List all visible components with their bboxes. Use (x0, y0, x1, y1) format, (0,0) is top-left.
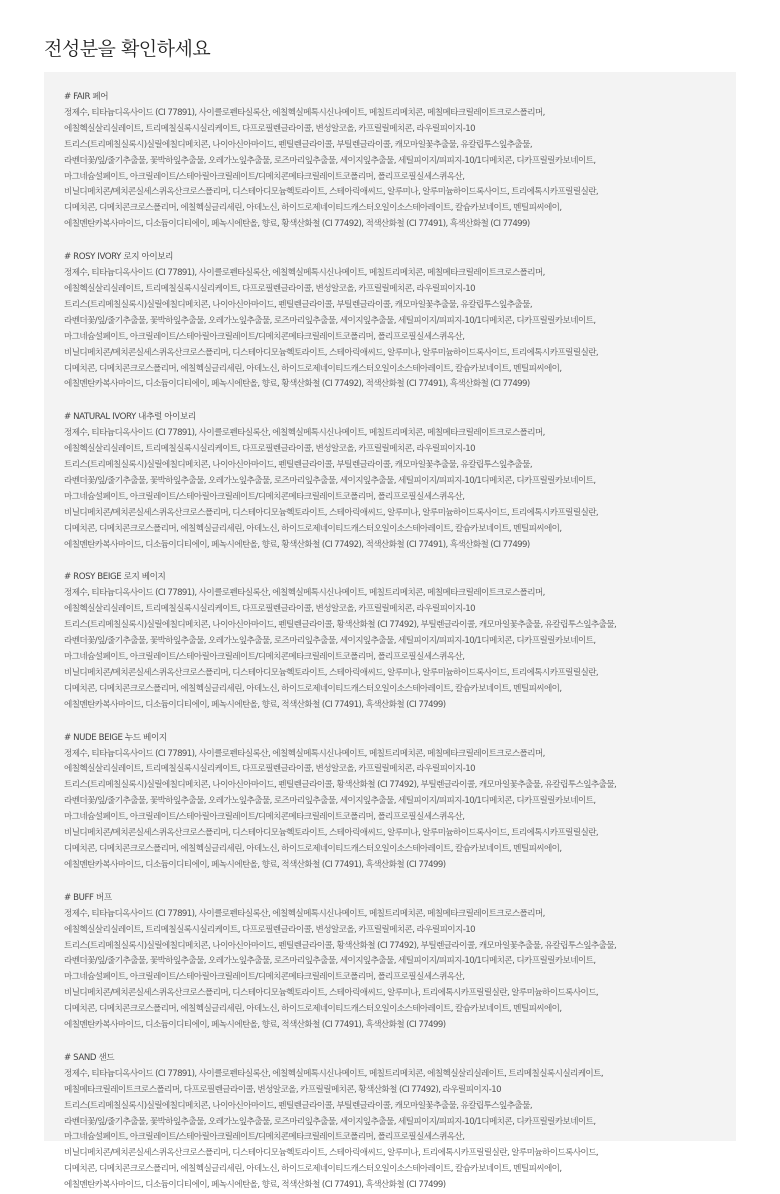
ingredient-line: 라벤더꽃/잎/줄기추출물, 꽃박하잎추출물, 오레가노잎추출물, 로즈마리잎추출물, 세이지잎추출물, 세틸피이지/피피지-10/1디메치콘, 디카프릴릴카보네이트, (64, 155, 596, 166)
ingredient-line: 에칠멘탄카복사마이드, 디소듐이디티에이, 페녹시에탄올, 향료, 적색산화철 (CI 77491), 흑색산화철 (CI 77499) (64, 859, 446, 870)
ingredient-line: 정제수, 티타늄디옥사이드 (CI 77891), 사이클로펜타실록산, 에칠헥실메톡시신나메이트, 메칠트리메치콘, 메칠메타크릴레이트크로스폴리머, (64, 268, 545, 279)
shade-heading: # ROSY BEIGE 로지 베이지 (64, 572, 166, 583)
ingredient-line: 비닐디메치콘/메치콘실세스퀴옥산크로스폴리머, 디스테아디모늄헥토라이트, 스테아릭애씨드, 알루미나, 알루미늄하이드록사이드, 트리에톡시카프릴릴실란, (64, 667, 599, 678)
ingredient-line: 비닐디메치콘/메치콘실세스퀴옥산크로스폴리머, 디스테아디모늄헥토라이트, 스테아릭애씨드, 알루미나, 트리에톡시카프릴릴실란, 알루미늄하이드록사이드, (64, 988, 599, 999)
ingredient-line: 라벤더꽃/잎/줄기추출물, 꽃박하잎추출물, 오레가노잎추출물, 로즈마리잎추출물, 세이지잎추출물, 세틸피이지/피피지-10/1디메치콘, 디카프릴릴카보네이트, (64, 636, 596, 647)
ingredient-line: 트리스(트리메칠실록시)실릴에칠디메치콘, 나이아신아마이드, 펜틸렌글라이콜, 황색산화철 (CI 77492), 부틸렌글라이콜, 캐모마일꽃추출물, 유칼립투스잎추출물, (64, 620, 617, 631)
ingredient-section (64, 250, 726, 393)
ingredient-line: 라벤더꽃/잎/줄기추출물, 꽃박하잎추출물, 오레가노잎추출물, 로즈마리잎추출물, 세이지잎추출물, 세틸피이지/피피지-10/1디메치콘, 디카프릴릴카보네이트, (64, 956, 596, 967)
ingredient-line: 디메치콘, 디메치콘크로스폴리머, 에칠헥실글리세린, 아데노신, 하이드로제네이티드캐스터오일이소스테아레이트, 칼슘카보네이트, 멘틸피씨에이, (64, 1164, 562, 1175)
ingredient-line: 디메치콘, 디메치콘크로스폴리머, 에칠헥실글리세린, 아데노신, 하이드로제네이티드캐스터오일이소스테아레이트, 칼슘카보네이트, 멘틸피씨에이, (64, 683, 562, 694)
ingredient-line: 정제수, 티타늄디옥사이드 (CI 77891), 사이클로펜타실록산, 에칠헥실메톡시신나메이트, 메칠트리메치콘, 메칠메타크릴레이트크로스폴리머, (64, 748, 545, 759)
ingredient-line: 트리스(트리메칠실록시)실릴에칠디메치콘, 나이아신아마이드, 펜틸렌글라이콜, 부틸렌글라이콜, 캐모마일꽃추출물, 유칼립투스잎추출물, (64, 139, 532, 150)
ingredient-section (64, 731, 726, 874)
ingredient-line: 라벤더꽃/잎/줄기추출물, 꽃박하잎추출물, 오레가노잎추출물, 로즈마리잎추출물, 세이지잎추출물, 세틸피이지/피피지-10/1디메치콘, 디카프릴릴카보네이트, (64, 315, 596, 326)
ingredient-line: 디메치콘, 디메치콘크로스폴리머, 에칠헥실글리세린, 아데노신, 하이드로제네이티드캐스터오일이소스테아레이트, 칼슘카보네이트, 멘틸피씨에이, (64, 203, 562, 214)
ingredient-line: 마그네슘설페이트, 아크릴레이트/스테아릴아크릴레이트/디메치콘메타크릴레이트코폴리머, 폴리프로필실세스퀴옥산, (64, 652, 465, 662)
ingredient-line: 에칠헥실살리실레이트, 트리메칠실록시실리케이트, 다프로필렌글라이콜, 변성알코올, 카프릴릴메치콘, 라우릴피이지-10 (64, 764, 475, 775)
ingredient-line: 에칠멘탄카복사마이드, 디소듐이디티에이, 페녹시에탄올, 향료, 적색산화철 (CI 77491), 흑색산화철 (CI 77499) (64, 1180, 446, 1191)
shade-heading: # BUFF 버프 (64, 892, 112, 903)
ingredient-line: 정제수, 티타늄디옥사이드 (CI 77891), 사이클로펜타실록산, 에칠헥실메톡시신나메이트, 메칠트리메치콘, 메칠메타크릴레이트크로스폴리머, (64, 428, 545, 439)
ingredient-line: 마그네슘설페이트, 아크릴레이트/스테아릴아크릴레이트/디메치콘메타크릴레이트코폴리머, 폴리프로필실세스퀴옥산, (64, 491, 465, 502)
ingredient-line: 트리스(트리메칠실록시)실릴에칠디메치콘, 나이아신아마이드, 펜틸렌글라이콜, 황색산화철 (CI 77492), 부틸렌글라이콜, 캐모마일꽃추출물, 유칼립투스잎추출물, (64, 940, 617, 951)
ingredient-section (64, 410, 726, 553)
ingredient-section (64, 570, 726, 713)
ingredient-section (64, 1051, 726, 1194)
shade-heading: # NATURAL IVORY 내추럴 아이보리 (64, 412, 196, 423)
ingredient-line: 에칠헥실살리실레이트, 트리메칠실록시실리케이트, 다프로필렌글라이콜, 변성알코올, 카프릴릴메치콘, 라우릴피이지-10 (64, 283, 475, 294)
ingredient-line: 메칠메타크릴레이트크로스폴리머, 다프로필렌글라이콜, 변성알코올, 카프릴릴메치콘, 황색산화철 (CI 77492), 라우릴피이지-10 (64, 1084, 501, 1095)
ingredient-line: 비닐디메치콘/메치콘실세스퀴옥산크로스폴리머, 디스테아디모늄헥토라이트, 스테아릭애씨드, 알루미나, 트리에톡시카프릴릴실란, 알루미늄하이드록사이드, (64, 1148, 599, 1159)
ingredients-panel (44, 72, 736, 1191)
ingredient-line: 비닐디메치콘/메치콘실세스퀴옥산크로스폴리머, 디스테아디모늄헥토라이트, 스테아릭애씨드, 알루미나, 알루미늄하이드록사이드, 트리에톡시카프릴릴실란, (64, 187, 599, 198)
ingredient-line: 트리스(트리메칠실록시)실릴에칠디메치콘, 나이아신아마이드, 펜틸렌글라이콜, 부틸렌글라이콜, 캐모마일꽃추출물, 유칼립투스잎추출물, (64, 460, 532, 471)
ingredient-line: 비닐디메치콘/메치콘실세스퀴옥산크로스폴리머, 디스테아디모늄헥토라이트, 스테아릭애씨드, 알루미나, 알루미늄하이드록사이드, 트리에톡시카프릴릴실란, (64, 507, 599, 518)
ingredient-line: 마그네슘설페이트, 아크릴레이트/스테아릴아크릴레이트/디메치콘메타크릴레이트코폴리머, 폴리프로필실세스퀴옥산, (64, 1132, 465, 1143)
ingredient-line: 디메치콘, 디메치콘크로스폴리머, 에칠헥실글리세린, 아데노신, 하이드로제네이티드캐스터오일이소스테아레이트, 칼슘카보네이트, 멘틸피씨에이, (64, 363, 562, 374)
shade-heading: # NUDE BEIGE 누드 베이지 (64, 732, 167, 743)
ingredient-line: 에칠멘탄카복사마이드, 디소듐이디티에이, 페녹시에탄올, 향료, 황색산화철 (CI 77492), 적색산화철 (CI 77491), 흑색산화철 (CI 77499) (64, 379, 530, 390)
ingredient-line: 트리스(트리메칠실록시)실릴에칠디메치콘, 나이아신아마이드, 펜틸렌글라이콜, 부틸렌글라이콜, 캐모마일꽃추출물, 유칼립투스잎추출물, (64, 1100, 532, 1111)
ingredient-line: 에칠멘탄카복사마이드, 디소듐이디티에이, 페녹시에탄올, 향료, 황색산화철 (CI 77492), 적색산화철 (CI 77491), 흑색산화철 (CI 77499) (64, 539, 530, 550)
ingredient-line: 비닐디메치콘/메치콘실세스퀴옥산크로스폴리머, 디스테아디모늄헥토라이트, 스테아릭애씨드, 알루미나, 알루미늄하이드록사이드, 트리에톡시카프릴릴실란, (64, 347, 599, 358)
ingredient-line: 라벤더꽃/잎/줄기추출물, 꽃박하잎추출물, 오레가노잎추출물, 로즈마리잎추출물, 세이지잎추출물, 세틸피이지/피피지-10/1디메치콘, 디카프릴릴카보네이트, (64, 796, 596, 807)
ingredient-line: 디메치콘, 디메치콘크로스폴리머, 에칠헥실글리세린, 아데노신, 하이드로제네이티드캐스터오일이소스테아레이트, 칼슘카보네이트, 멘틸피씨에이, (64, 1004, 562, 1015)
ingredient-line: 트리스(트리메칠실록시)실릴에칠디메치콘, 나이아신아마이드, 펜틸렌글라이콜, 부틸렌글라이콜, 캐모마일꽃추출물, 유칼립투스잎추출물, (64, 299, 532, 310)
ingredient-line: 에칠멘탄카복사마이드, 디소듐이디티에이, 페녹시에탄올, 향료, 황색산화철 (CI 77492), 적색산화철 (CI 77491), 흑색산화철 (CI 77499) (64, 219, 530, 230)
ingredient-line: 디메치콘, 디메치콘크로스폴리머, 에칠헥실글리세린, 아데노신, 하이드로제네이티드캐스터오일이소스테아레이트, 칼슘카보네이트, 멘틸피씨에이, (64, 843, 562, 854)
ingredient-line: 마그네슘설페이트, 아크릴레이트/스테아릴아크릴레이트/디메치콘메타크릴레이트코폴리머, 폴리프로필실세스퀴옥산, (64, 972, 465, 983)
ingredient-line: 에칠헥실살리실레이트, 트리메칠실록시실리케이트, 다프로필렌글라이콜, 변성알코올, 카프릴릴메치콘, 라우릴피이지-10 (64, 123, 475, 134)
ingredient-line: 비닐디메치콘/메치콘실세스퀴옥산크로스폴리머, 디스테아디모늄헥토라이트, 스테아릭애씨드, 알루미나, 알루미늄하이드록사이드, 트리에톡시카프릴릴실란, (64, 828, 599, 839)
ingredient-line: 정제수, 티타늄디옥사이드 (CI 77891), 사이클로펜타실록산, 에칠헥실메톡시신나메이트, 메칠트리메치콘, 에칠헥실살리실레이트, 트리메칠실록시실리케이트, (64, 1068, 603, 1079)
ingredient-line: 에칠멘탄카복사마이드, 디소듐이디티에이, 페녹시에탄올, 향료, 적색산화철 (CI 77491), 흑색산화철 (CI 77499) (64, 1020, 446, 1031)
shade-heading: # FAIR 페어 (64, 92, 109, 102)
ingredient-line: 라벤더꽃/잎/줄기추출물, 꽃박하잎추출물, 오레가노잎추출물, 로즈마리잎추출물, 세이지잎추출물, 세틸피이지/피피지-10/1디메치콘, 디카프릴릴카보네이트, (64, 1116, 596, 1127)
ingredient-section (64, 90, 726, 233)
ingredient-line: 에칠헥실살리실레이트, 트리메칠실록시실리케이트, 다프로필렌글라이콜, 변성알코올, 카프릴릴메치콘, 라우릴피이지-10 (64, 924, 475, 935)
ingredient-line: 라벤더꽃/잎/줄기추출물, 꽃박하잎추출물, 오레가노잎추출물, 로즈마리잎추출물, 세이지잎추출물, 세틸피이지/피피지-10/1디메치콘, 디카프릴릴카보네이트, (64, 475, 596, 486)
ingredient-line: 정제수, 티타늄디옥사이드 (CI 77891), 사이클로펜타실록산, 에칠헥실메톡시신나메이트, 메칠트리메치콘, 메칠메타크릴레이트크로스폴리머, (64, 107, 545, 118)
ingredient-line: 디메치콘, 디메치콘크로스폴리머, 에칠헥실글리세린, 아데노신, 하이드로제네이티드캐스터오일이소스테아레이트, 칼슘카보네이트, 멘틸피씨에이, (64, 523, 562, 534)
ingredient-line: 정제수, 티타늄디옥사이드 (CI 77891), 사이클로펜타실록산, 에칠헥실메톡시신나메이트, 메칠트리메치콘, 메칠메타크릴레이트크로스폴리머, (64, 908, 545, 919)
ingredient-line: 마그네슘설페이트, 아크릴레이트/스테아릴아크릴레이트/디메치콘메타크릴레이트코폴리머, 폴리프로필실세스퀴옥산, (64, 171, 465, 182)
ingredient-line: 에칠헥실살리실레이트, 트리메칠실록시실리케이트, 다프로필렌글라이콜, 변성알코올, 카프릴릴메치콘, 라우릴피이지-10 (64, 444, 475, 455)
shade-heading: # SAND 샌드 (64, 1052, 115, 1063)
ingredient-line: 마그네슘설페이트, 아크릴레이트/스테아릴아크릴레이트/디메치콘메타크릴레이트코폴리머, 폴리프로필실세스퀴옥산, (64, 812, 465, 823)
ingredient-line: 마그네슘설페이트, 아크릴레이트/스테아릴아크릴레이트/디메치콘메타크릴레이트코폴리머, 폴리프로필실세스퀴옥산, (64, 331, 465, 342)
ingredient-section (64, 891, 726, 1034)
ingredient-line: 에칠멘탄카복사마이드, 디소듐이디티에이, 페녹시에탄올, 향료, 적색산화철 (CI 77491), 흑색산화철 (CI 77499) (64, 699, 446, 710)
shade-heading: # ROSY IVORY 로지 아이보리 (64, 252, 174, 263)
ingredient-line: 에칠헥실살리실레이트, 트리메칠실록시실리케이트, 다프로필렌글라이콜, 변성알코올, 카프릴릴메치콘, 라우릴피이지-10 (64, 604, 475, 615)
ingredient-line: 정제수, 티타늄디옥사이드 (CI 77891), 사이클로펜타실록산, 에칠헥실메톡시신나메이트, 메칠트리메치콘, 메칠메타크릴레이트크로스폴리머, (64, 588, 545, 599)
page-title: 전성분을 확인하세요 (44, 38, 211, 60)
ingredient-line: 트리스(트리메칠실록시)실릴에칠디메치콘, 나이아신아마이드, 펜틸렌글라이콜, 황색산화철 (CI 77492), 부틸렌글라이콜, 캐모마일꽃추출물, 유칼립투스잎추출물, (64, 780, 617, 791)
